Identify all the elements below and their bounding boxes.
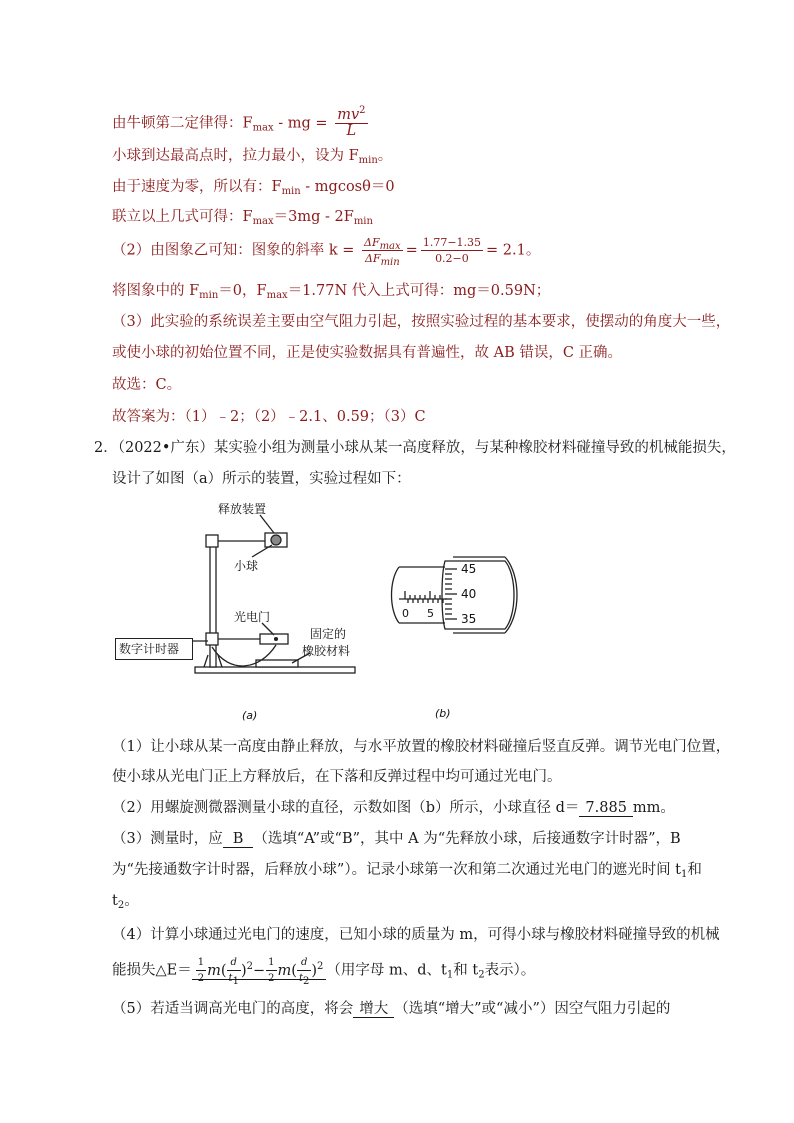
text: ＝3mg - 2F [273,209,354,225]
text: 由于速度为零，所以有：F [112,179,282,195]
leader-ball [252,545,272,557]
fraction-delta-F [362,235,403,266]
subscript: min [199,290,219,301]
numerator: 1 [266,955,276,971]
subscript: min [380,257,400,268]
caption-a: (a) [242,709,258,722]
main-scale-ticks [405,591,443,603]
solution-line-4 [112,208,373,226]
solution-line-5 [112,235,540,266]
text: 。 [377,148,393,164]
denominator: 0.2−0 [435,252,469,265]
text: 为“先接通数字计时器，后释放小球”）。记录小球第一次和第二次通过光电门的遮光时间 t [112,862,682,878]
fraction-d-t1 [227,955,241,986]
exponent: 2 [317,960,324,972]
label-release-device: 释放装置 [218,502,267,516]
q2-part5-line [112,1000,670,1018]
answer-order: B [223,831,254,848]
text: （用字母 m、d、t [326,962,447,979]
subscript: 1 [232,976,239,987]
figure-a-apparatus [190,495,390,725]
var-m: m [207,962,221,979]
numerator: d [297,955,311,971]
subscript: 2 [478,969,485,981]
text: （3）测量时，应 [112,831,223,847]
leader-gate [262,623,274,635]
text: 由牛顿第二定律得：F [112,115,253,132]
denominator: 2 [197,973,205,984]
text: （5）若适当调高光电门的高度，将会 [112,1001,354,1017]
label-rubber-2: 橡胶材料 [302,644,351,658]
text: t [112,893,118,909]
text: ＝0，F [218,283,267,299]
subscript: 1 [681,869,688,880]
text: （选填“增大”或“减小”）因空气阻力引起的 [394,1001,671,1017]
var-L: L [346,123,357,139]
fraction-values [421,235,483,266]
text: 和 [687,862,702,878]
text: - mg = [273,115,333,132]
answer-diameter: 7.885 [579,800,633,817]
leader-release [260,515,274,533]
question-2-line-1: 2．（2022•广东）某实验小组为测量小球从某一高度释放，与某种橡胶材料碰撞导致的机械能损失， [94,440,736,456]
solution-line-9: 故选：C。 [112,377,182,393]
solution-line-3 [112,178,395,196]
subscript: max [252,122,274,134]
label-rubber-1: 固定的 [310,627,347,641]
exponent: 2 [359,105,366,117]
var-t: t [228,973,233,984]
subscript: min [281,186,301,197]
answer-energy-loss: $\frac{1}{2}$ m( $\frac{d}{t_1}$ )$^2$− $\frac{1}{2}$ m( $\frac{d}{t_2}$ )$^2$ [192,963,327,980]
fraction-half [196,955,206,986]
text: mm。 [632,800,675,816]
top-clamp [206,535,218,547]
text: 将图象中的 F [112,283,200,299]
thimble-scale-ticks [445,569,457,619]
text: ＝1.77N 代入上式可得：mg＝0.59N； [287,283,551,299]
solution-line-7: （3）此实验的系统误差主要由空气阻力引起，按照实验过程的基本要求，使摆动的角度大一些， [112,314,731,330]
exponent: 2 [246,960,253,972]
solution-line-2 [112,147,392,165]
photogate-dot [275,638,278,641]
subscript: min [358,155,378,166]
text: = 2.1。 [486,242,541,259]
subscript: 2 [302,976,310,987]
q2-part3-line-b [112,861,702,879]
text: - mgcosθ＝0 [300,179,395,195]
rubber-material [256,660,298,667]
question-2-line-2: 设计了如图（a）所示的装置，实验过程如下： [112,471,411,487]
base-plate [195,667,355,673]
label-ball: 小球 [234,559,259,573]
q2-part3-line-a [112,830,681,848]
q2-part1-line-b: 使小球从光电门正上方释放后，在下落和反弹过程中均可通过光电门。 [112,769,562,785]
thimble-label-45: 45 [461,562,477,576]
var-m: m [277,962,292,979]
subscript: 2 [117,900,125,911]
var-t: t [298,973,303,984]
text: 表示）。 [484,962,536,979]
thimble-right-edge [505,557,517,633]
text: = [405,242,418,259]
text: （2）用螺旋测微器测量小球的直径，示数如图（b）所示，小球直径 d＝ [112,800,580,816]
delta-F: ΔF [364,236,380,249]
main-label-5: 5 [427,607,434,620]
text: 能损失△E＝ [112,962,192,979]
q2-part1-line-a: （1）让小球从某一高度由静止释放，与水平放置的橡胶材料碰撞后竖直反弹。调节光电门位置， [112,739,731,755]
fraction-half-2 [266,955,276,986]
numerator: 1 [196,955,206,971]
subscript: 1 [446,969,454,981]
sleeve-left-edge [392,567,400,623]
numerator: d [227,955,241,971]
solution-line-6 [112,282,550,300]
q2-part4-line-a: （4）计算小球通过光电门的速度，已知小球的质量为 m，可得小球与橡胶材料碰撞导致的机械 [112,927,720,943]
thimble-label-40: 40 [461,587,477,601]
main-label-0: 0 [402,607,409,620]
var-v: v [350,107,360,123]
subscript: max [379,241,401,252]
q2-part2-line [112,799,675,817]
minus: − [253,962,266,979]
solution-line-10: 故答案为：（1）﹣2；（2）﹣2.1、0.59；（3）C [112,409,426,425]
numerator: 1.77−1.35 [422,236,482,249]
q2-part4-line-b [112,955,535,986]
lower-clamp [206,633,218,645]
answer-increase: 增大 [353,1001,394,1018]
ball-icon [271,535,281,545]
label-digital-timer: 数字计时器 [119,642,180,656]
caption-b: (b) [435,707,451,720]
text: （2）由图象乙可知：图象的斜率 k = [112,242,359,259]
delta-F: ΔF [364,252,381,265]
q2-part3-line-c [112,892,139,910]
text: 小球到达最高点时，拉力最小，设为 F [112,148,359,164]
solution-line-1 [112,105,371,139]
figure-b-micrometer [385,555,545,720]
subscript: max [266,290,288,301]
fraction-d-t2 [297,955,311,986]
text: （选填“A”或“B”，其中 A 为“先释放小球，后接通数字计时器”，B [253,831,681,847]
var-m: m [337,107,351,123]
subscript: max [252,216,274,227]
subscript: min [353,216,373,227]
label-photogate: 光电门 [234,610,271,624]
thimble-label-35: 35 [461,612,477,626]
text: 和 t [453,962,479,979]
denominator: 2 [268,973,275,984]
text: 。 [124,893,139,909]
fraction-mv2-over-L [335,105,367,139]
solution-line-8: 或使小球的初始位置不同，正是使实验数据具有普遍性，故 AB 错误，C 正确。 [112,345,623,361]
text: 联立以上几式可得：F [112,209,253,225]
